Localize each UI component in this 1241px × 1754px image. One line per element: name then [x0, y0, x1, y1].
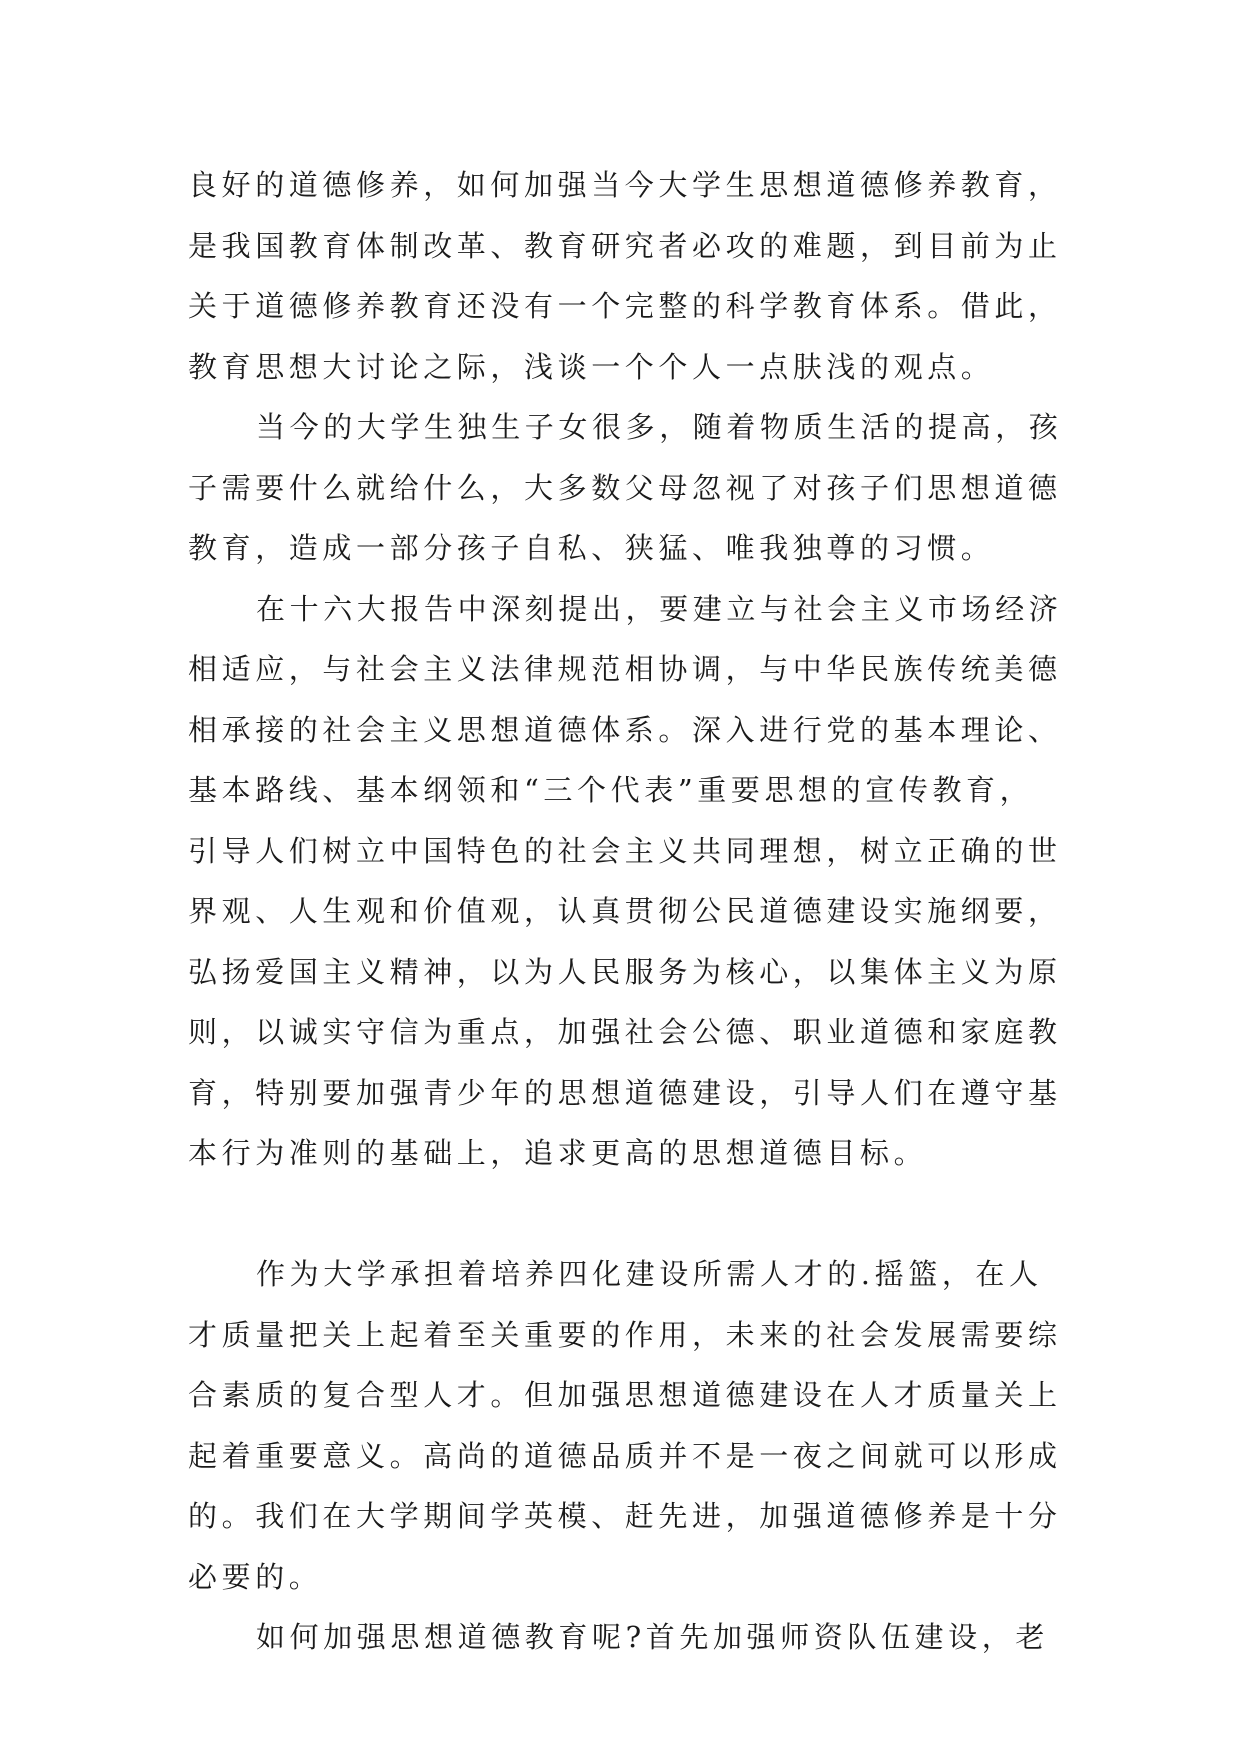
text-line: 关于道德修养教育还没有一个完整的科学教育体系。借此，	[188, 289, 1062, 323]
text-line: 作为大学承担着培养四化建设所需人才的.摇篮，在人	[256, 1257, 1043, 1291]
text-line: 相承接的社会主义思想道德体系。深入进行党的基本理论、	[188, 712, 1062, 747]
paragraph-4	[188, 1244, 1088, 1607]
text-line: 界观、人生观和价值观，认真贯彻公民道德建设实施纲要，	[188, 894, 1062, 928]
text-line: 育，特别要加强青少年的思想道德建设，引导人们在遵守基	[188, 1075, 1062, 1110]
text-line: 教育，造成一部分孩子自私、狭猛、唯我独尊的习惯。	[188, 531, 995, 565]
text-line: 当今的大学生独生子女很多，随着物质生活的提高，孩	[256, 410, 1063, 444]
text-line: 如何加强思想道德教育呢?首先加强师资队伍建设，老	[256, 1620, 1049, 1654]
text-line: 弘扬爱国主义精神，以为人民服务为核心，以集体主义为原	[188, 954, 1062, 989]
text-line: 必要的。	[188, 1559, 323, 1594]
text-line: 合素质的复合型人才。但加强思想道德建设在人才质量关上	[188, 1378, 1062, 1412]
text-line: 则，以诚实守信为重点，加强社会公德、职业道德和家庭教	[188, 1015, 1062, 1049]
text-line: 是我国教育体制改革、教育研究者必攻的难题，到目前为止	[188, 228, 1062, 263]
text-line: 相适应，与社会主义法律规范相协调，与中华民族传统美德	[188, 652, 1062, 686]
paragraph-5	[188, 1607, 1088, 1668]
text-line: 本行为准则的基础上，追求更高的思想道德目标。	[188, 1136, 928, 1170]
paragraph-3	[188, 579, 1088, 1245]
text-line: 引导人们树立中国特色的社会主义共同理想，树立正确的世	[188, 833, 1062, 868]
text-line: 基本路线、基本纲领和“三个代表”重要思想的宣传教育，	[188, 773, 1034, 807]
text-line	[188, 1184, 1088, 1245]
text-line: 子需要什么就给什么，大多数父母忽视了对孩子们思想道德	[188, 470, 1062, 505]
text-line: 良好的道德修养，如何加强当今大学生思想道德修养教育，	[188, 168, 1062, 202]
paragraph-1	[188, 155, 1088, 397]
text-line: 教育思想大讨论之际，浅谈一个个人一点肤浅的观点。	[188, 349, 995, 384]
text-line: 在十六大报告中深刻提出，要建立与社会主义市场经济	[256, 591, 1063, 626]
document-body	[188, 155, 1088, 1668]
text-line: 起着重要意义。高尚的道德品质并不是一夜之间就可以形成	[188, 1438, 1062, 1473]
paragraph-2	[188, 397, 1088, 579]
text-line: 的。我们在大学期间学英模、赶先进，加强道德修养是十分	[188, 1499, 1062, 1533]
text-line: 才质量把关上起着至关重要的作用，未来的社会发展需要综	[188, 1317, 1062, 1352]
